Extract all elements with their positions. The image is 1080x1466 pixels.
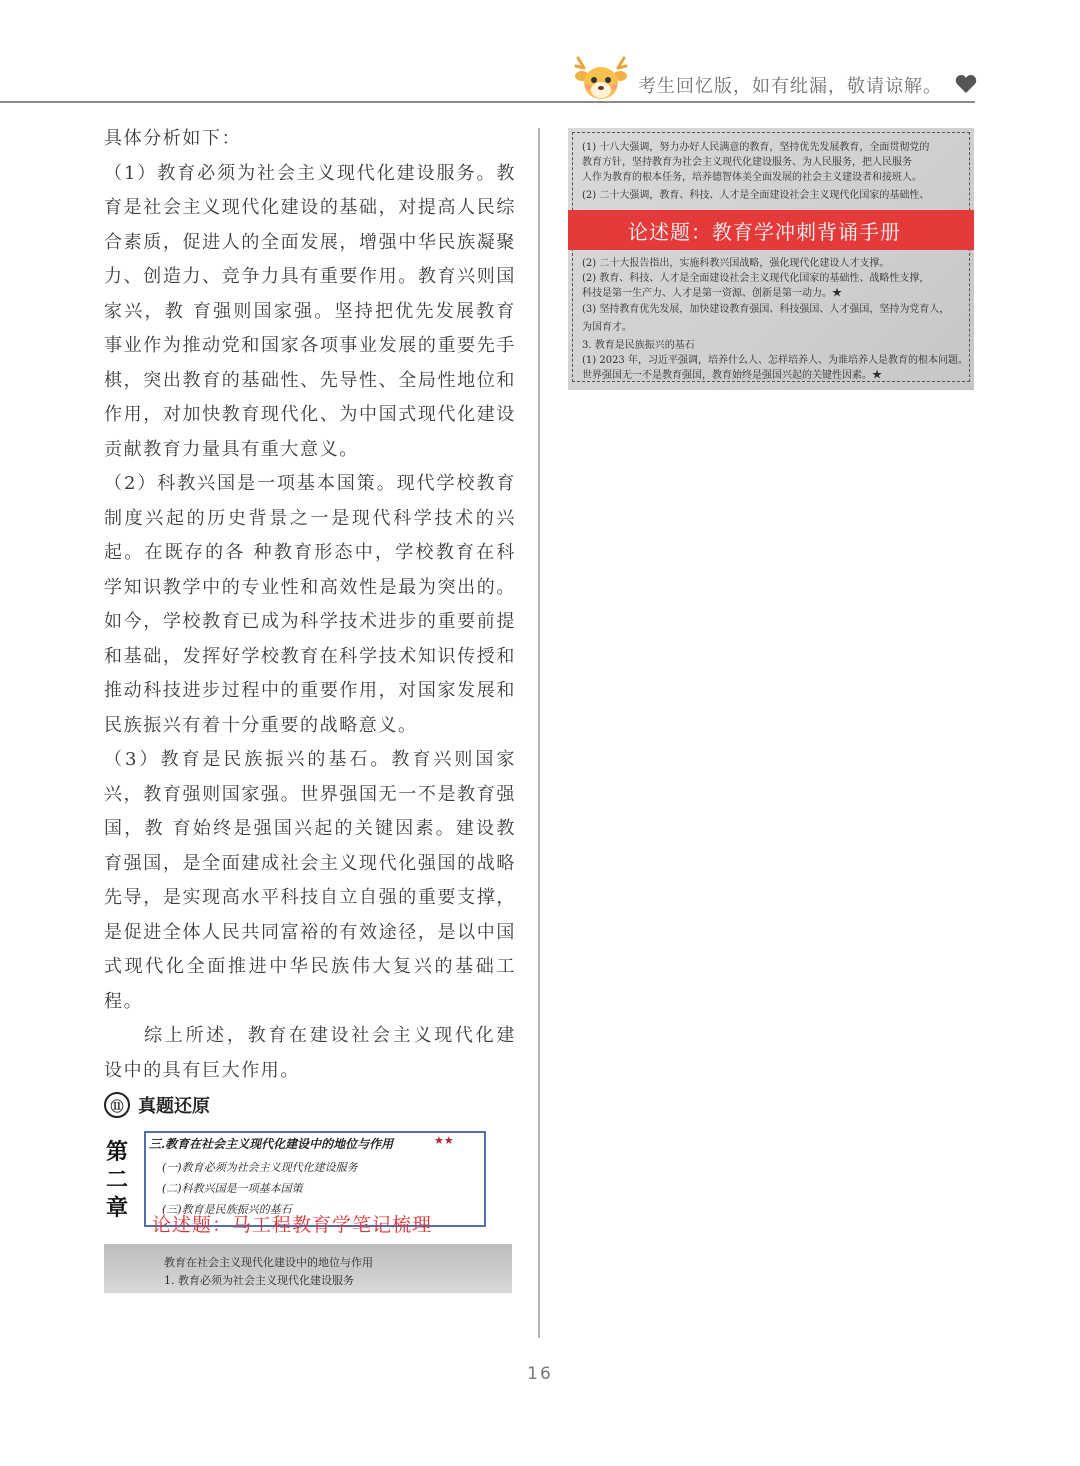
book-line: (2) 二十大强调，教育、科技、人才是全面建设社会主义现代化国家的基础性、 (582, 190, 930, 201)
answer-text (104, 122, 516, 1088)
book-line: (1) 2023 年，习近平强调，培养什么人、怎样培养人、为谁培养人是教育的根本问题。 (582, 355, 968, 366)
heart-icon (955, 74, 977, 94)
book-line: 世界强国无一不是教育强国，教育始终是强国兴起的关键性因素。★ (582, 370, 882, 381)
chapter-handwriting: 第 二 章 (106, 1139, 129, 1221)
column-divider (538, 128, 540, 1338)
note-line: (二)科教兴国是一项基本国策 (162, 1182, 303, 1195)
book-line: 3. 教育是民族振兴的基石 (582, 340, 695, 351)
book-line: 科技是第一生产力、人才是第一资源、创新是第一动力。★ (582, 288, 842, 299)
book-line: 为国育才。 (582, 322, 632, 333)
book-line: (1) 十八大强调，努力办好人民满意的教育，坚持优先发展教育，全面贯彻党的 (582, 142, 930, 153)
point-2-paragraph: （2）科教兴国是一项基本国策。现代学校教育制度兴起的历史背景之一是现代科学技术的兴起。在既存的各 种教育形态中，学校教育在科学知识教学中的专业性和高效性是最为突出的。如今，学校教育已成为科学技术进步的重要前提和基础，发挥好学校教育在科学技术知识传授和推动科技进步过程中的重要作用，对国家发展和民族振兴有着十分重要的战略意义。 (104, 473, 516, 736)
star-icon: ★★ (434, 1134, 454, 1147)
point-3-paragraph: （3）教育是民族振兴的基石。教育兴则国家兴，教育强则国家强。世界强国无一不是教育强国，教 育始终是强国兴起的关键因素。建设教育强国，是全面建成社会主义现代化强国的战略先导，是实现高水平科技自立自强的重要支撑，是促进全体人民共同富裕的有效途径，是以中国式现代化全面推进中华民族伟大复兴的基础工程。 (104, 749, 516, 1012)
note-line: (三)教育是民族振兴的基石 (162, 1203, 292, 1216)
book-line: 教育方针，坚持教育为社会主义现代化建设服务、为人民服务，把人民服务 (582, 157, 912, 168)
intro-paragraph: 具体分析如下： (104, 128, 242, 149)
section-heading (104, 1092, 210, 1118)
book-line: (3) 坚持教育优先发展，加快建设教育强国、科技强国、人才强国，坚持为党育人， (582, 304, 950, 315)
book-line: (2) 教育、科技、人才是全面建设社会主义现代化国家的基础性、战略性支撑， (582, 273, 930, 284)
header-note: 考生回忆版，如有纰漏，敬请谅解。 (638, 76, 942, 97)
section-title: 真题还原 (138, 1096, 210, 1117)
handbook-banner: 论述题：教育学冲刺背诵手册 (628, 220, 901, 244)
book-line: 1. 教育必须为社会主义现代化建设服务 (164, 1274, 354, 1287)
conclusion-paragraph: 综上所述，教育在建设社会主义现代化建设中的具有巨大作用。 (104, 1025, 516, 1081)
book-line: 教育在社会主义现代化建设中的地位与作用 (164, 1256, 373, 1269)
point-1-paragraph: （1）教育必须为社会主义现代化建设服务。教育是社会主义现代化建设的基础，对提高人民综合素质，促进人的全面发展，增强中华民族凝聚力、创造力、竞争力具有重要作用。教育兴则国家兴，教 育强则国家强。坚持把优先发展教育事业作为推动党和国家各项事业发展的重要先手棋，突出教育的基础性、先导性、全局性地位和作用，对加快教育现代化、为中国式现代化建设贡献教育力量具有重大意义。 (104, 162, 516, 460)
note-line: (一)教育必须为社会主义现代化建设服务 (162, 1161, 358, 1174)
deer-mascot-icon (574, 54, 628, 104)
book-line: 人作为教育的根本任务，培养德智体美全面发展的社会主义建设者和接班人。 (582, 172, 922, 183)
section-number: ⑪ (104, 1092, 130, 1118)
handwritten-notes-photo (104, 1128, 512, 1293)
book-line: (2) 二十大报告指出，实施科教兴国战略，强化现代化建设人才支撑。 (582, 258, 890, 269)
page-number: 16 (527, 1364, 553, 1384)
header-rule (0, 101, 975, 103)
textbook-strip (104, 1244, 512, 1293)
handbook-photo (568, 128, 974, 390)
notes-banner: 论述题：马工程教育学笔记梳理 (152, 1214, 433, 1236)
note-line: 三.教育在社会主义现代化建设中的地位与作用 (149, 1137, 394, 1151)
